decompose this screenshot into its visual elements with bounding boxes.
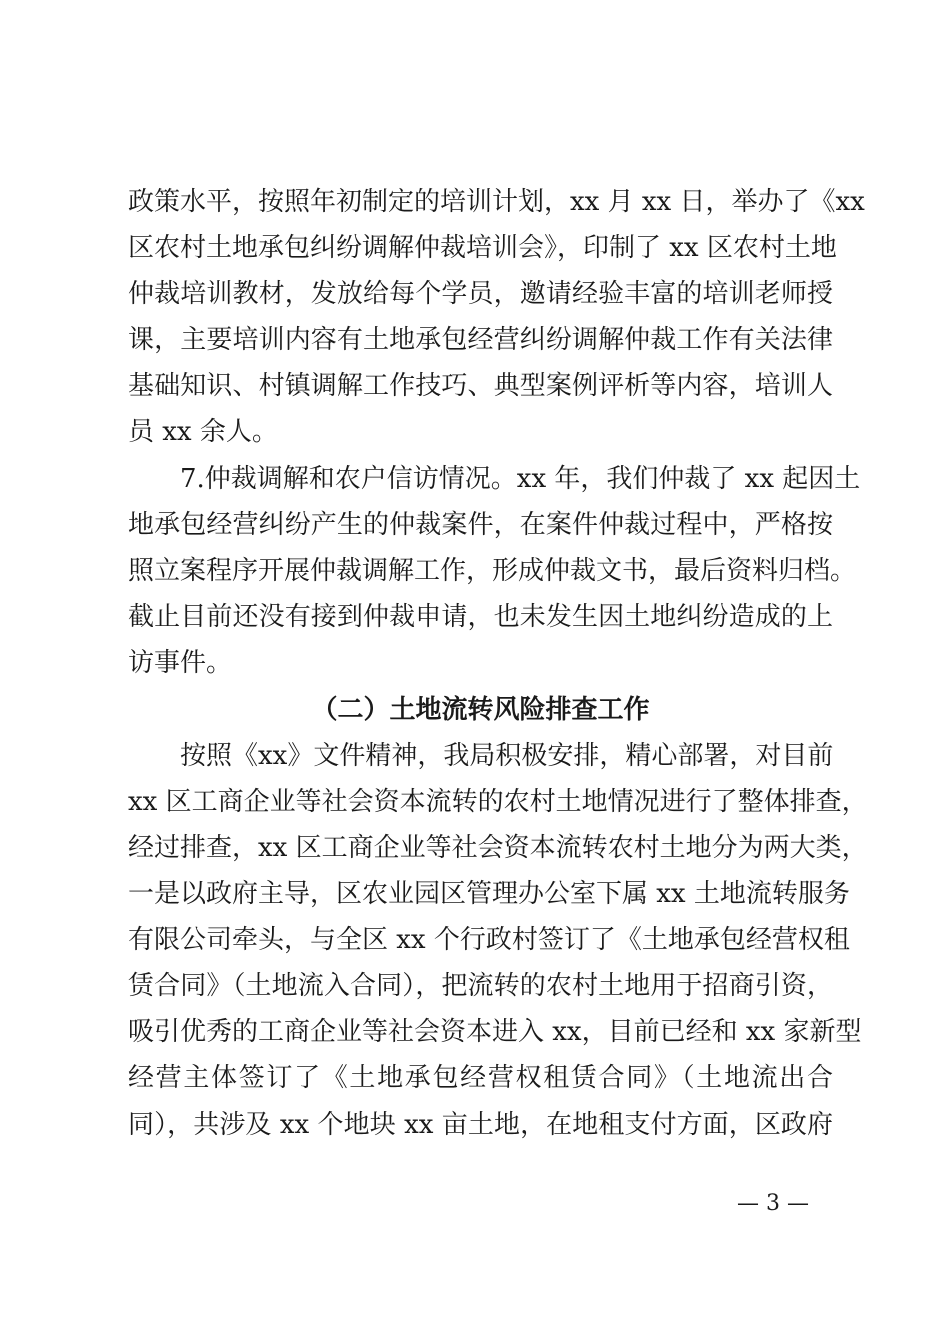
paragraph-2-line-2: 地承包经营纠纷产生的仲裁案件，在案件仲裁过程中，严格按 — [128, 510, 833, 540]
paragraph-2-line-3: 照立案程序开展仲裁调解工作，形成仲裁文书，最后资料归档。 — [128, 556, 857, 586]
paragraph-2-line-4: 截止目前还没有接到仲裁申请，也未发生因土地纠纷造成的上 — [128, 602, 833, 632]
paragraph-1-line-4: 课，主要培训内容有土地承包经营纠纷调解仲裁工作有关法律 — [128, 325, 833, 355]
paragraph-3-line-2: xx 区工商企业等社会资本流转的农村土地情况进行了整体排查， — [128, 787, 868, 817]
paragraph-2-line-1: 7.仲裁调解和农户信访情况。xx 年，我们仲裁了 xx 起因土 — [180, 464, 861, 494]
paragraph-3-line-9: 同），共涉及 xx 个地块 xx 亩土地，在地租支付方面，区政府 — [128, 1110, 833, 1140]
paragraph-3-line-7: 吸引优秀的工商企业等社会资本进入 xx，目前已经和 xx 家新型 — [128, 1017, 862, 1047]
paragraph-1-line-2: 区农村土地承包纠纷调解仲裁培训会》，印制了 xx 区农村土地 — [128, 233, 837, 263]
paragraph-1-line-3: 仲裁培训教材，发放给每个学员，邀请经验丰富的培训老师授 — [128, 279, 833, 309]
paragraph-1-line-1: 政策水平，按照年初制定的培训计划，xx 月 xx 日，举办了《xx — [128, 187, 865, 217]
paragraph-3-line-1: 按照《xx》文件精神，我局积极安排，精心部署，对目前 — [180, 741, 834, 771]
paragraph-3-line-6: 赁合同》（土地流入合同），把流转的农村土地用于招商引资， — [128, 971, 833, 1001]
paragraph-1-line-6: 员 xx 余人。 — [128, 417, 278, 447]
paragraph-1-line-5: 基础知识、村镇调解工作技巧、典型案例评析等内容，培训人 — [128, 371, 833, 401]
page-number: — 3 — — [737, 1191, 809, 1216]
paragraph-3-line-4: 一是以政府主导，区农业园区管理办公室下属 xx 土地流转服务 — [128, 879, 850, 909]
paragraph-3-line-5: 有限公司牵头，与全区 xx 个行政村签订了《土地承包经营权租 — [128, 925, 850, 955]
paragraph-2-line-5: 访事件。 — [128, 648, 233, 678]
paragraph-3-line-8: 经营主体签订了《土地承包经营权租赁合同》（土地流出合 — [128, 1063, 833, 1093]
section-heading: （二）土地流转风险排查工作 — [311, 695, 650, 725]
paragraph-3-line-3: 经过排查，xx 区工商企业等社会资本流转农村土地分为两大类， — [128, 833, 868, 863]
